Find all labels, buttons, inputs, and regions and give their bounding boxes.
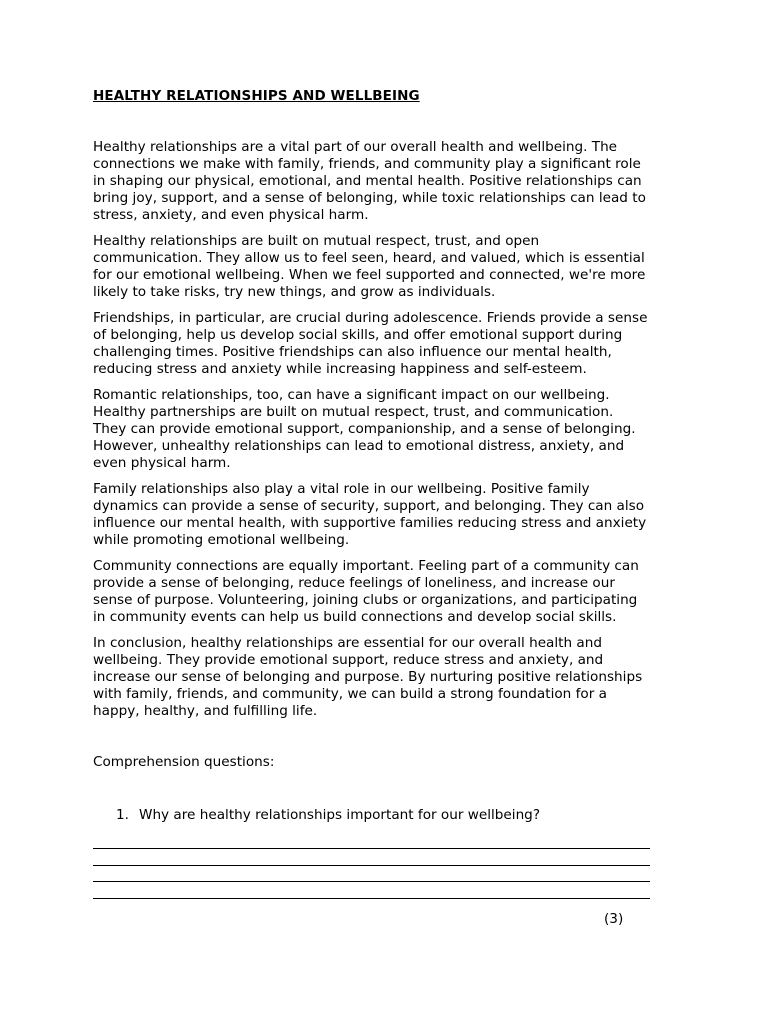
paragraph-line: Healthy relationships are a vital part of our overall health and wellbeing. The (93, 139, 618, 155)
paragraph-line: stress, anxiety, and even physical harm. (93, 206, 369, 223)
answer-line (93, 881, 650, 882)
paragraph-line: with family, friends, and community, we can build a strong foundation for a (93, 685, 607, 702)
paragraph (93, 558, 677, 626)
paragraph-line: while promoting emotional wellbeing. (93, 531, 350, 548)
paragraph-line: In conclusion, healthy relationships are essential for our overall health and (93, 634, 603, 651)
question-text: Why are healthy relationships important for our wellbeing? (139, 807, 541, 823)
question-number: 1. (116, 807, 129, 823)
paragraph-line: of belonging, help us develop social skills, and offer emotional support during (93, 326, 623, 343)
paragraph (93, 310, 677, 378)
paragraph-line: increase our sense of belonging and purpose. By nurturing positive relationships (93, 668, 643, 685)
paragraph-line: sense of purpose. Volunteering, joining clubs or organizations, and participating (93, 591, 638, 608)
paragraph-line: Family relationships also play a vital role in our wellbeing. Positive family (93, 480, 590, 497)
paragraph-line: challenging times. Positive friendships can also influence our mental health, (93, 343, 612, 360)
question-item (116, 807, 540, 824)
paragraph-line: reducing stress and anxiety while increasing happiness and self-esteem. (93, 360, 587, 377)
paragraph (93, 139, 677, 224)
paragraph-line: happy, healthy, and fulfilling life. (93, 702, 318, 719)
paragraph (93, 233, 677, 301)
paragraph-line: influence our mental health, with supportive families reducing stress and anxiety (93, 514, 647, 531)
answer-line (93, 865, 650, 866)
document-body (93, 139, 677, 729)
paragraph-line: bring joy, support, and a sense of belonging, while toxic relationships can lead to (93, 189, 646, 206)
document-title: HEALTHY RELATIONSHIPS AND WELLBEING (93, 88, 420, 104)
paragraph-line: dynamics can provide a sense of security, support, and belonging. They can also (93, 497, 645, 514)
paragraph (93, 387, 677, 472)
answer-line (93, 898, 650, 899)
paragraph-line: Romantic relationships, too, can have a significant impact on our wellbeing. (93, 386, 610, 403)
paragraph-line: Healthy partnerships are built on mutual respect, trust, and communication. (93, 403, 614, 420)
paragraph-line: Community connections are equally important. Feeling part of a community can (93, 557, 639, 574)
paragraph-line: in community events can help us build connections and develop social skills. (93, 608, 617, 625)
comprehension-heading: Comprehension questions: (93, 754, 275, 770)
question-marks: (3) (604, 911, 624, 927)
paragraph-line: Friendships, in particular, are crucial during adolescence. Friends provide a sense (93, 309, 648, 326)
paragraph-line: wellbeing. They provide emotional support, reduce stress and anxiety, and (93, 651, 604, 668)
paragraph-line: likely to take risks, try new things, and grow as individuals. (93, 283, 496, 300)
paragraph-line: However, unhealthy relationships can lead to emotional distress, anxiety, and (93, 437, 625, 454)
paragraph-line: connections we make with family, friends, and community play a significant role (93, 155, 641, 172)
paragraph-line: communication. They allow us to feel seen, heard, and valued, which is essential (93, 249, 645, 266)
paragraph (93, 635, 677, 720)
paragraph-line: even physical harm. (93, 454, 231, 471)
paragraph-line: They can provide emotional support, companionship, and a sense of belonging. (93, 420, 636, 437)
paragraph-line: provide a sense of belonging, reduce feelings of loneliness, and increase our (93, 574, 615, 591)
paragraph-line: Healthy relationships are built on mutual respect, trust, and open (93, 232, 540, 249)
paragraph-line: in shaping our physical, emotional, and mental health. Positive relationships can (93, 172, 642, 189)
paragraph (93, 481, 677, 549)
paragraph-line: for our emotional wellbeing. When we feel supported and connected, we're more (93, 266, 646, 283)
answer-line (93, 848, 650, 849)
